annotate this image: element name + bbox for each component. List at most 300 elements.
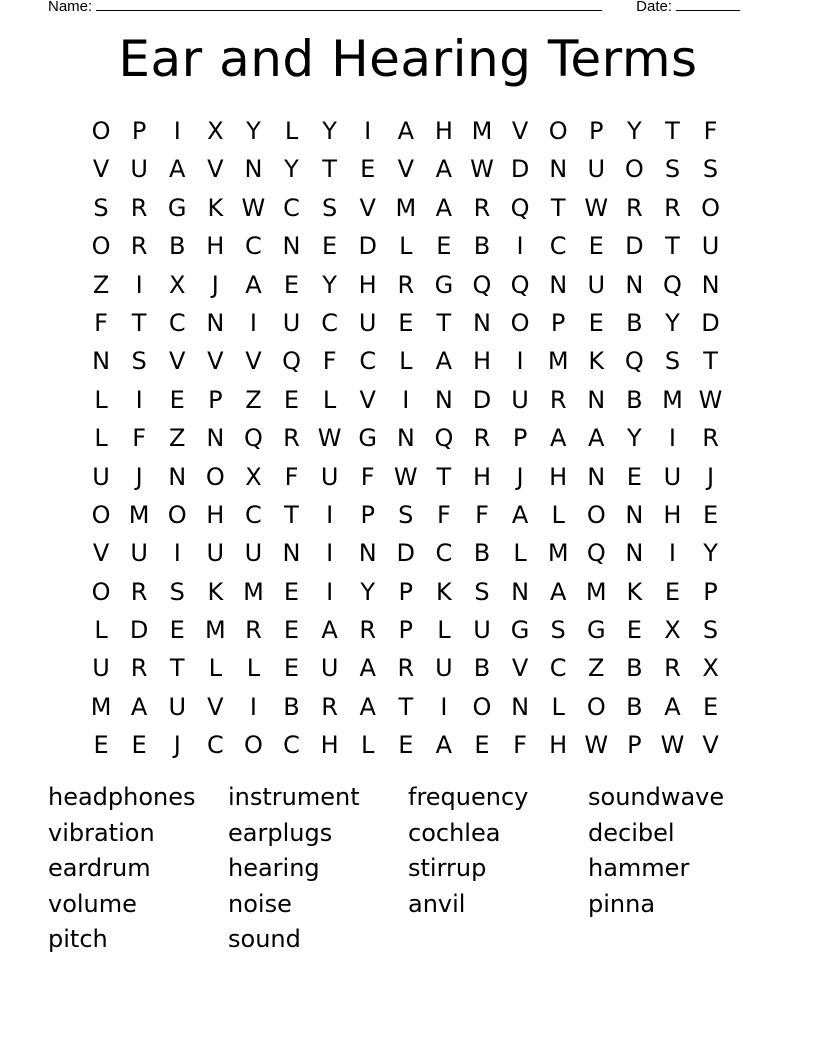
grid-letter[interactable]: M: [395, 193, 417, 222]
grid-letter[interactable]: U: [130, 539, 148, 568]
grid-letter[interactable]: F: [132, 424, 147, 453]
grid-letter[interactable]: H: [434, 117, 453, 145]
grid-letter[interactable]: L: [94, 424, 108, 453]
grid-letter[interactable]: W: [584, 193, 609, 222]
grid-letter[interactable]: W: [660, 731, 685, 760]
grid-letter[interactable]: C: [359, 347, 377, 376]
grid-letter[interactable]: N: [473, 308, 491, 337]
grid-letter[interactable]: T: [131, 308, 147, 337]
grid-letter[interactable]: Q: [510, 270, 530, 299]
grid-letter[interactable]: I: [516, 347, 524, 376]
grid-letter[interactable]: G: [167, 193, 187, 222]
grid-letter[interactable]: J: [707, 462, 715, 491]
grid-letter[interactable]: W: [241, 193, 266, 222]
grid-letter[interactable]: D: [396, 539, 416, 568]
grid-letter[interactable]: O: [624, 155, 644, 184]
grid-letter[interactable]: I: [440, 692, 448, 721]
grid-letter[interactable]: N: [168, 462, 187, 491]
grid-letter[interactable]: I: [326, 577, 334, 606]
grid-letter[interactable]: X: [702, 654, 719, 683]
grid-letter[interactable]: M: [204, 616, 226, 645]
grid-letter[interactable]: E: [474, 731, 490, 760]
grid-letter[interactable]: N: [549, 155, 568, 184]
grid-letter[interactable]: A: [588, 424, 605, 453]
grid-letter[interactable]: L: [551, 500, 565, 529]
grid-letter[interactable]: V: [245, 347, 262, 376]
grid-letter[interactable]: N: [511, 577, 530, 606]
grid-letter[interactable]: E: [283, 577, 300, 606]
grid-letter[interactable]: J: [173, 731, 181, 760]
grid-letter[interactable]: M: [243, 577, 264, 606]
grid-letter[interactable]: L: [94, 616, 108, 645]
grid-letter[interactable]: U: [320, 462, 339, 491]
grid-letter[interactable]: I: [249, 692, 257, 721]
grid-letter[interactable]: R: [473, 424, 491, 453]
grid-letter[interactable]: H: [472, 347, 491, 376]
grid-letter[interactable]: R: [397, 270, 415, 299]
grid-row: [82, 266, 730, 304]
grid-letter[interactable]: U: [282, 308, 301, 337]
grid-letter[interactable]: V: [702, 731, 719, 760]
grid-letter[interactable]: E: [283, 616, 300, 645]
grid-letter[interactable]: J: [211, 270, 219, 299]
grid-letter[interactable]: C: [245, 232, 262, 261]
grid-letter[interactable]: Z: [92, 270, 110, 299]
grid-letter[interactable]: L: [513, 539, 527, 568]
grid-letter[interactable]: U: [587, 155, 606, 184]
grid-letter[interactable]: C: [549, 232, 567, 261]
grid-letter[interactable]: T: [665, 117, 680, 145]
grid-letter[interactable]: A: [549, 424, 567, 453]
grid-letter[interactable]: B: [473, 654, 491, 683]
grid-letter[interactable]: B: [169, 232, 186, 261]
grid-letter[interactable]: L: [399, 347, 413, 376]
grid-letter[interactable]: U: [92, 654, 110, 683]
grid-letter[interactable]: P: [550, 308, 566, 337]
grid-letter[interactable]: S: [398, 500, 414, 529]
grid-letter[interactable]: E: [664, 577, 681, 606]
grid-letter[interactable]: O: [701, 193, 720, 222]
grid-letter[interactable]: I: [135, 270, 143, 299]
grid-letter[interactable]: R: [626, 193, 643, 222]
grid-letter[interactable]: N: [587, 462, 606, 491]
grid-letter[interactable]: A: [169, 155, 186, 184]
grid-letter[interactable]: C: [549, 654, 567, 683]
grid-letter[interactable]: N: [206, 308, 225, 337]
grid-letter[interactable]: E: [131, 731, 147, 760]
grid-letter[interactable]: D: [625, 232, 644, 261]
grid-letter[interactable]: U: [320, 654, 339, 683]
grid-letter[interactable]: V: [359, 385, 376, 414]
grid-letter[interactable]: R: [130, 577, 148, 606]
grid-letter[interactable]: N: [434, 385, 453, 414]
grid-letter[interactable]: A: [321, 616, 338, 645]
grid-letter[interactable]: K: [626, 577, 643, 606]
grid-letter[interactable]: I: [326, 539, 334, 568]
grid-letter[interactable]: R: [702, 424, 719, 453]
grid-letter[interactable]: Y: [322, 270, 337, 299]
grid-letter[interactable]: W: [698, 385, 723, 414]
grid-letter[interactable]: D: [129, 616, 149, 645]
grid-letter[interactable]: V: [207, 692, 224, 721]
grid-letter[interactable]: N: [396, 424, 415, 453]
grid-letter[interactable]: V: [359, 193, 376, 222]
grid-letter[interactable]: L: [551, 692, 565, 721]
grid-letter[interactable]: A: [397, 117, 414, 145]
grid-letter[interactable]: Z: [169, 424, 186, 453]
grid-letter[interactable]: Q: [510, 193, 530, 222]
grid-letter[interactable]: Y: [284, 155, 299, 184]
grid-letter[interactable]: P: [398, 616, 414, 645]
grid-letter[interactable]: N: [358, 539, 377, 568]
grid-letter[interactable]: O: [91, 117, 111, 145]
grid-letter[interactable]: C: [283, 731, 300, 760]
grid-row: [82, 150, 730, 188]
grid-letter[interactable]: E: [283, 385, 300, 414]
grid-letter[interactable]: O: [91, 577, 111, 606]
grid-letter[interactable]: N: [282, 232, 301, 261]
grid-letter[interactable]: J: [135, 462, 143, 491]
grid-letter[interactable]: Y: [665, 308, 680, 337]
grid-letter[interactable]: M: [471, 117, 493, 145]
grid-letter[interactable]: D: [358, 232, 377, 261]
word-list-item: frequency: [408, 783, 529, 811]
grid-letter[interactable]: N: [282, 539, 301, 568]
grid-letter[interactable]: T: [436, 462, 452, 491]
grid-letter[interactable]: W: [393, 462, 418, 491]
grid-letter[interactable]: B: [626, 385, 643, 414]
grid-letter[interactable]: E: [169, 616, 185, 645]
grid-letter[interactable]: R: [473, 193, 491, 222]
grid-letter[interactable]: E: [702, 692, 719, 721]
grid-letter[interactable]: U: [511, 385, 529, 414]
grid-letter[interactable]: B: [283, 692, 300, 721]
grid-letter[interactable]: N: [549, 270, 568, 299]
grid-letter[interactable]: A: [435, 731, 453, 760]
grid-letter[interactable]: G: [358, 424, 377, 453]
date-field[interactable]: [636, 0, 740, 15]
grid-letter[interactable]: F: [360, 462, 375, 491]
grid-letter[interactable]: N: [701, 270, 720, 299]
grid-letter[interactable]: I: [364, 117, 372, 145]
grid-letter[interactable]: Y: [322, 117, 337, 145]
grid-letter[interactable]: A: [359, 692, 376, 721]
grid-letter[interactable]: G: [510, 616, 530, 645]
grid-letter[interactable]: S: [93, 193, 109, 222]
grid-letter[interactable]: F: [513, 731, 527, 760]
grid-letter[interactable]: K: [588, 347, 605, 376]
grid-letter[interactable]: J: [516, 462, 524, 491]
grid-letter[interactable]: A: [549, 577, 567, 606]
grid-letter[interactable]: F: [436, 500, 451, 529]
grid-letter[interactable]: M: [547, 539, 569, 568]
grid-letter[interactable]: R: [664, 193, 681, 222]
grid-letter[interactable]: P: [589, 117, 604, 145]
grid-letter[interactable]: E: [588, 308, 604, 337]
grid-letter[interactable]: A: [435, 193, 453, 222]
grid-letter[interactable]: G: [434, 270, 454, 299]
grid-letter[interactable]: F: [322, 347, 337, 376]
grid-letter[interactable]: A: [245, 270, 262, 299]
grid-letter[interactable]: R: [130, 654, 148, 683]
grid-letter[interactable]: E: [322, 232, 338, 261]
word-list-item: instrument: [228, 783, 360, 811]
grid-letter[interactable]: Q: [663, 270, 682, 299]
grid-letter[interactable]: Z: [588, 654, 605, 683]
grid-letter[interactable]: K: [207, 577, 224, 606]
grid-letter[interactable]: X: [245, 462, 262, 491]
grid-letter[interactable]: O: [91, 500, 111, 529]
grid-letter[interactable]: Y: [703, 539, 718, 568]
grid-letter[interactable]: U: [701, 232, 720, 261]
grid-letter[interactable]: E: [283, 654, 300, 683]
grid-letter[interactable]: Y: [246, 117, 261, 145]
grid-letter[interactable]: F: [284, 462, 299, 491]
grid-letter[interactable]: C: [321, 308, 338, 337]
name-line: [96, 0, 602, 11]
grid-letter[interactable]: U: [473, 616, 491, 645]
grid-letter[interactable]: U: [587, 270, 606, 299]
grid-letter[interactable]: E: [283, 270, 300, 299]
grid-letter[interactable]: O: [510, 308, 530, 337]
grid-letter[interactable]: O: [586, 692, 606, 721]
grid-letter[interactable]: T: [703, 347, 718, 376]
grid-letter[interactable]: U: [244, 539, 263, 568]
grid-letter[interactable]: E: [588, 232, 604, 261]
grid-letter[interactable]: O: [205, 462, 225, 491]
grid-letter[interactable]: Q: [624, 347, 644, 376]
grid-letter[interactable]: H: [358, 270, 377, 299]
grid-letter[interactable]: E: [626, 462, 642, 491]
grid-letter[interactable]: R: [549, 385, 567, 414]
grid-letter[interactable]: S: [702, 616, 719, 645]
grid-letter[interactable]: X: [169, 270, 186, 299]
grid-letter[interactable]: S: [321, 193, 338, 222]
grid-letter[interactable]: N: [587, 385, 606, 414]
grid-letter[interactable]: T: [398, 692, 414, 721]
grid-letter[interactable]: C: [245, 500, 262, 529]
grid-letter[interactable]: S: [131, 347, 147, 376]
grid-letter[interactable]: L: [361, 731, 375, 760]
grid-letter[interactable]: N: [206, 424, 225, 453]
grid-letter[interactable]: I: [173, 117, 181, 145]
grid-letter[interactable]: I: [668, 424, 676, 453]
grid-letter[interactable]: B: [626, 308, 643, 337]
grid-letter[interactable]: C: [283, 193, 300, 222]
grid-letter[interactable]: B: [626, 692, 643, 721]
grid-letter[interactable]: E: [436, 232, 452, 261]
grid-letter[interactable]: A: [435, 155, 453, 184]
grid-letter[interactable]: V: [92, 539, 110, 568]
grid-letter[interactable]: A: [359, 654, 376, 683]
grid-letter[interactable]: O: [243, 731, 263, 760]
grid-letter[interactable]: D: [472, 385, 492, 414]
grid-letter[interactable]: U: [130, 155, 148, 184]
word-list-item: noise: [228, 889, 292, 918]
grid-letter[interactable]: F: [475, 500, 489, 529]
grid-letter[interactable]: I: [326, 500, 334, 529]
grid-letter[interactable]: H: [472, 462, 491, 491]
word-list-item: pitch: [48, 925, 108, 954]
grid-letter[interactable]: H: [549, 462, 568, 491]
grid-letter[interactable]: H: [549, 731, 568, 760]
grid-letter[interactable]: E: [360, 155, 376, 184]
grid-letter[interactable]: Q: [282, 347, 301, 376]
grid-letter[interactable]: V: [207, 347, 224, 376]
grid-letter[interactable]: Q: [243, 424, 263, 453]
grid-letter[interactable]: D: [701, 308, 720, 337]
grid-letter[interactable]: R: [130, 193, 148, 222]
grid-letter[interactable]: E: [702, 500, 719, 529]
grid-letter[interactable]: S: [550, 616, 566, 645]
grid-letter[interactable]: Q: [472, 270, 492, 299]
grid-letter[interactable]: M: [547, 347, 569, 376]
grid-letter[interactable]: P: [512, 424, 528, 453]
grid-letter[interactable]: U: [435, 654, 453, 683]
word-list-row: [48, 887, 768, 923]
grid-letter[interactable]: R: [359, 616, 377, 645]
grid-letter[interactable]: R: [245, 616, 262, 645]
grid-letter[interactable]: R: [397, 654, 415, 683]
grid-letter[interactable]: P: [208, 385, 223, 414]
grid-letter[interactable]: G: [586, 616, 606, 645]
grid-letter[interactable]: U: [168, 692, 187, 721]
grid-letter[interactable]: X: [664, 616, 681, 645]
grid-letter[interactable]: W: [317, 424, 342, 453]
grid-letter[interactable]: C: [206, 731, 224, 760]
grid-letter[interactable]: R: [664, 654, 681, 683]
grid-letter[interactable]: X: [207, 117, 224, 145]
grid-letter[interactable]: L: [322, 385, 337, 414]
grid-letter[interactable]: I: [668, 539, 676, 568]
grid-letter[interactable]: S: [664, 347, 681, 376]
grid-letter[interactable]: U: [663, 462, 682, 491]
grid-letter[interactable]: C: [168, 308, 186, 337]
grid-letter[interactable]: A: [435, 347, 453, 376]
grid-letter[interactable]: T: [284, 500, 299, 529]
grid-letter[interactable]: I: [402, 385, 410, 414]
grid-letter[interactable]: W: [470, 155, 494, 184]
grid-letter[interactable]: V: [207, 155, 224, 184]
grid-letter[interactable]: U: [206, 539, 225, 568]
grid-letter[interactable]: T: [322, 155, 337, 184]
grid-letter[interactable]: S: [702, 155, 719, 184]
grid-letter[interactable]: N: [625, 539, 644, 568]
grid-letter[interactable]: K: [207, 193, 224, 222]
grid-letter[interactable]: O: [91, 232, 111, 261]
grid-letter[interactable]: I: [135, 385, 143, 414]
grid-letter[interactable]: I: [516, 232, 524, 261]
grid-letter[interactable]: B: [473, 232, 491, 261]
grid-letter[interactable]: O: [167, 500, 187, 529]
grid-letter[interactable]: P: [703, 577, 718, 606]
name-field[interactable]: [48, 0, 602, 15]
grid-row: [82, 611, 730, 649]
grid-letter[interactable]: E: [626, 616, 642, 645]
grid-letter[interactable]: D: [510, 155, 530, 184]
grid-letter[interactable]: R: [130, 232, 148, 261]
grid-letter[interactable]: P: [360, 500, 375, 529]
grid-letter[interactable]: U: [92, 462, 110, 491]
grid-letter[interactable]: E: [398, 731, 414, 760]
grid-letter[interactable]: O: [548, 117, 568, 145]
grid-letter[interactable]: Q: [434, 424, 454, 453]
grid-letter[interactable]: Y: [360, 577, 376, 606]
grid-letter[interactable]: L: [208, 654, 223, 683]
grid-letter[interactable]: L: [437, 616, 451, 645]
grid-letter[interactable]: L: [246, 654, 261, 683]
grid-letter[interactable]: N: [92, 347, 111, 376]
grid-letter[interactable]: R: [283, 424, 300, 453]
grid-letter[interactable]: H: [320, 731, 339, 760]
grid-letter[interactable]: R: [321, 692, 338, 721]
grid-letter[interactable]: L: [284, 117, 299, 145]
grid-letter[interactable]: N: [244, 155, 263, 184]
grid-letter[interactable]: P: [131, 117, 147, 145]
grid-letter[interactable]: E: [169, 385, 185, 414]
grid-letter[interactable]: U: [358, 308, 377, 337]
grid-letter[interactable]: C: [435, 539, 453, 568]
grid-letter[interactable]: E: [93, 731, 109, 760]
grid-letter[interactable]: H: [206, 500, 225, 529]
grid-letter[interactable]: Y: [627, 424, 642, 453]
grid-letter[interactable]: N: [511, 692, 530, 721]
grid-letter[interactable]: M: [128, 500, 150, 529]
grid-letter[interactable]: T: [665, 232, 680, 261]
grid-letter[interactable]: I: [173, 539, 181, 568]
grid-letter[interactable]: L: [399, 232, 413, 261]
grid-letter[interactable]: Z: [245, 385, 262, 414]
grid-letter[interactable]: I: [249, 308, 257, 337]
grid-letter[interactable]: A: [130, 692, 148, 721]
grid-letter[interactable]: P: [398, 577, 414, 606]
grid-letter[interactable]: H: [663, 500, 682, 529]
grid-letter[interactable]: V: [169, 347, 186, 376]
grid-letter[interactable]: F: [94, 308, 108, 337]
grid-letter[interactable]: V: [397, 155, 414, 184]
grid-letter[interactable]: T: [550, 193, 566, 222]
grid-letter[interactable]: V: [92, 155, 110, 184]
grid-letter[interactable]: S: [474, 577, 490, 606]
grid-letter[interactable]: Q: [586, 539, 606, 568]
grid-letter[interactable]: E: [398, 308, 414, 337]
grid-letter[interactable]: H: [206, 232, 225, 261]
grid-letter[interactable]: O: [472, 692, 492, 721]
grid-letter[interactable]: T: [169, 654, 185, 683]
grid-letter[interactable]: V: [511, 117, 529, 145]
grid-letter[interactable]: M: [90, 692, 112, 721]
grid-letter[interactable]: O: [586, 500, 606, 529]
grid-letter[interactable]: M: [662, 385, 683, 414]
grid-letter[interactable]: K: [436, 577, 452, 606]
grid-letter[interactable]: W: [584, 731, 609, 760]
grid-letter[interactable]: P: [627, 731, 642, 760]
grid-letter[interactable]: B: [626, 654, 643, 683]
grid-letter[interactable]: S: [169, 577, 185, 606]
grid-letter[interactable]: T: [436, 308, 452, 337]
grid-letter[interactable]: N: [625, 270, 644, 299]
grid-letter[interactable]: F: [703, 117, 718, 145]
grid-letter[interactable]: Y: [627, 117, 642, 145]
grid-letter[interactable]: M: [585, 577, 607, 606]
grid-letter[interactable]: B: [473, 539, 491, 568]
grid-letter[interactable]: S: [664, 155, 681, 184]
grid-letter[interactable]: A: [664, 692, 681, 721]
grid-letter[interactable]: N: [625, 500, 644, 529]
grid-letter[interactable]: A: [511, 500, 529, 529]
grid-letter[interactable]: L: [94, 385, 108, 414]
grid-letter[interactable]: V: [511, 654, 529, 683]
